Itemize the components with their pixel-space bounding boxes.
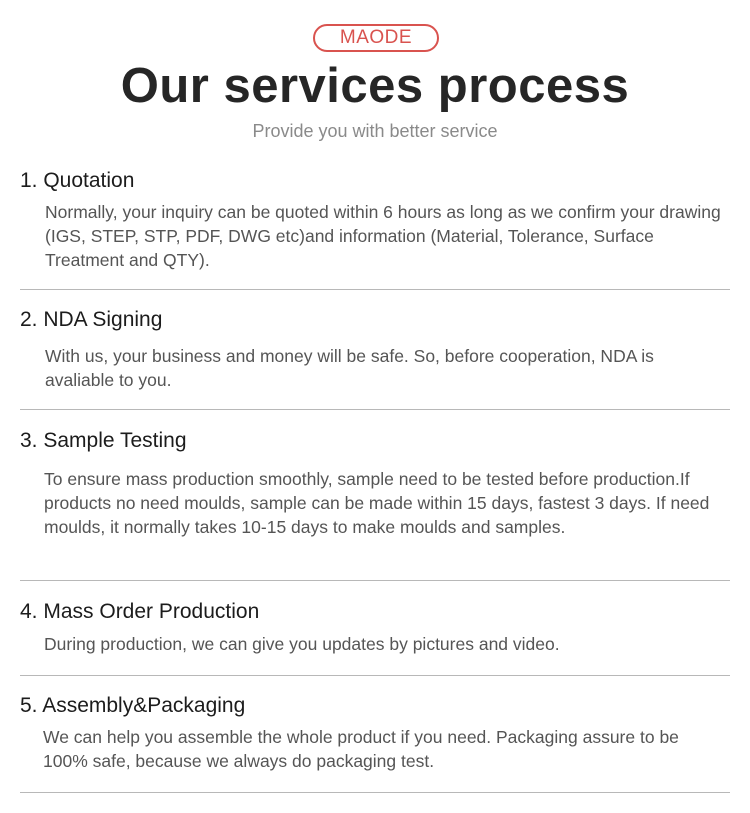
divider bbox=[20, 792, 730, 793]
brand-badge: MAODE bbox=[313, 24, 439, 52]
step-1-description: Normally, your inquiry can be quoted within 6 hours as long as we confirm your drawing (IGS, STEP, STP, PDF, DWG etc)and information (Material, Tolerance, Surface Treatment and QTY). bbox=[45, 202, 721, 270]
page-subtitle: Provide you with better service bbox=[252, 121, 498, 141]
divider bbox=[20, 675, 730, 676]
step-4-description: During production, we can give you updates by pictures and video. bbox=[44, 634, 560, 654]
step-2-description: With us, your business and money will be safe. So, before cooperation, NDA is avaliable to you. bbox=[45, 346, 654, 390]
step-4-title: 4. Mass Order Production bbox=[20, 600, 260, 623]
divider bbox=[20, 289, 730, 290]
page-title: Our services process bbox=[120, 59, 630, 113]
step-5-description: We can help you assemble the whole product if you need. Packaging assure to be 100% safe, because we always do packaging test. bbox=[43, 727, 679, 771]
step-3-description: To ensure mass production smoothly, sample need to be tested before production.If products no need moulds, sample can be made within 15 days, fastest 3 days. If need moulds, it normally takes 10-15 days to make moulds and samples. bbox=[44, 469, 710, 537]
step-3-title: 3. Sample Testing bbox=[20, 429, 187, 452]
step-1-title: 1. Quotation bbox=[20, 169, 135, 192]
step-2-title: 2. NDA Signing bbox=[20, 308, 163, 331]
step-5-title: 5. Assembly&Packaging bbox=[20, 694, 246, 717]
divider bbox=[20, 409, 730, 410]
divider bbox=[20, 580, 730, 581]
